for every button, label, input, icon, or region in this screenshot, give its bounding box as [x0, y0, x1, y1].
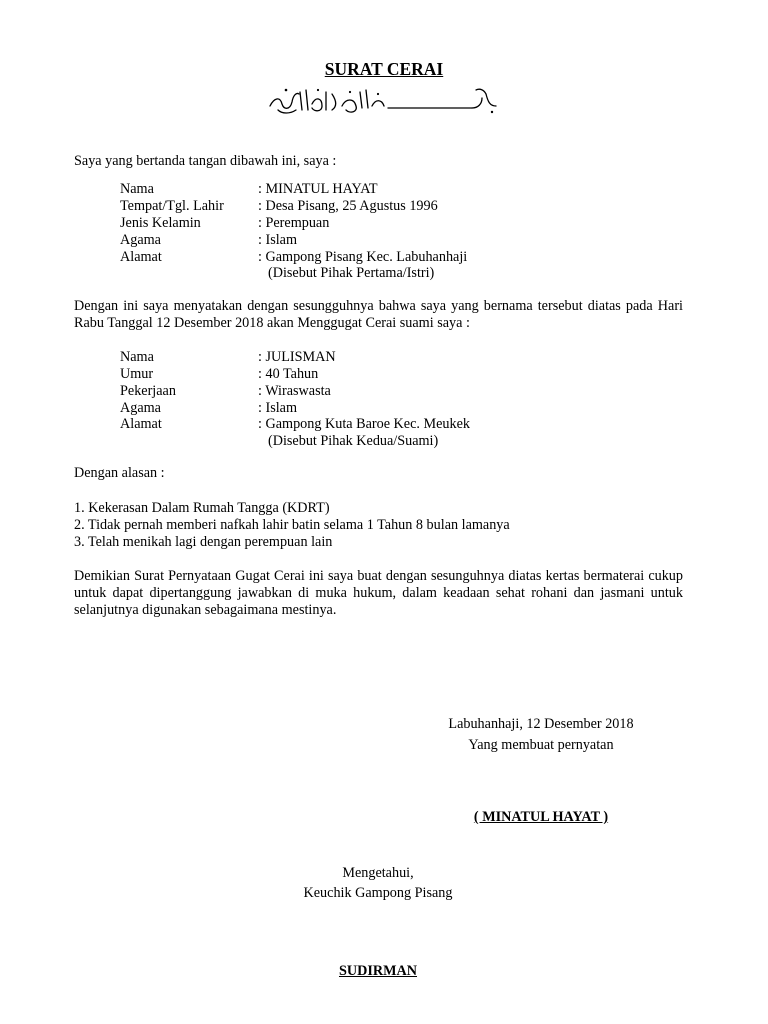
field-label: Pekerjaan — [120, 383, 176, 399]
basmalah-calligraphy-icon — [266, 84, 502, 120]
field-value: : Gampong Pisang Kec. Labuhanhaji — [258, 249, 468, 265]
field-value: : MINATUL HAYAT — [258, 181, 378, 197]
list-item: 2. Tidak pernah memberi nafkah lahir batin selama 1 Tahun 8 bulan lamanya — [74, 517, 510, 533]
party1-note: (Disebut Pihak Pertama/Istri) — [268, 265, 435, 281]
field-value: : Islam — [258, 400, 298, 416]
field-label: Jenis Kelamin — [120, 215, 201, 231]
field-value: : Perempuan — [258, 215, 330, 231]
field-value: : Wiraswasta — [258, 383, 331, 399]
closing-paragraph: Demikian Surat Pernyataan Gugat Cerai ini saya buat dengan sesunguhnya diatas kertas bermaterai cukup untuk dapat dipertanggung jawabkan di muka hukum, dalam keadaan sehat rohani dan jasmani untuk selanjutnya digunakan sebagaimana mestinya. — [74, 568, 683, 618]
field-label: Agama — [120, 232, 161, 248]
signature-role: Yang membuat pernyatan — [468, 737, 614, 753]
field-value: : Desa Pisang, 25 Agustus 1996 — [258, 198, 438, 214]
intro-text: Saya yang bertanda tangan dibawah ini, saya : — [74, 153, 337, 169]
field-label: Alamat — [120, 416, 162, 432]
field-label: Agama — [120, 400, 161, 416]
field-value: : JULISMAN — [258, 349, 336, 365]
field-value: : Islam — [258, 232, 298, 248]
reasons-heading: Dengan alasan : — [74, 465, 165, 481]
witness-name: SUDIRMAN — [338, 963, 418, 979]
document-title: SURAT CERAI — [324, 59, 444, 79]
field-value: : 40 Tahun — [258, 366, 319, 382]
signature-place-date: Labuhanhaji, 12 Desember 2018 — [448, 716, 634, 732]
field-value: : Gampong Kuta Baroe Kec. Meukek — [258, 416, 470, 432]
party2-note: (Disebut Pihak Kedua/Suami) — [268, 433, 439, 449]
field-label: Tempat/Tgl. Lahir — [120, 198, 224, 214]
field-label: Nama — [120, 349, 154, 365]
field-label: Umur — [120, 366, 154, 382]
statement-paragraph: Dengan ini saya menyatakan dengan sesungguhnya bahwa saya yang bernama tersebut diatas pada Hari Rabu Tanggal 12 Desember 2018 akan Menggugat Cerai suami saya : — [74, 298, 683, 331]
witness-label: Mengetahui, — [342, 865, 414, 881]
signer-name: ( MINATUL HAYAT ) — [473, 809, 609, 825]
witness-title: Keuchik Gampong Pisang — [303, 885, 453, 901]
list-item: 3. Telah menikah lagi dengan perempuan lain — [74, 534, 333, 550]
field-label: Nama — [120, 181, 154, 197]
list-item: 1. Kekerasan Dalam Rumah Tangga (KDRT) — [74, 500, 330, 516]
field-label: Alamat — [120, 249, 162, 265]
